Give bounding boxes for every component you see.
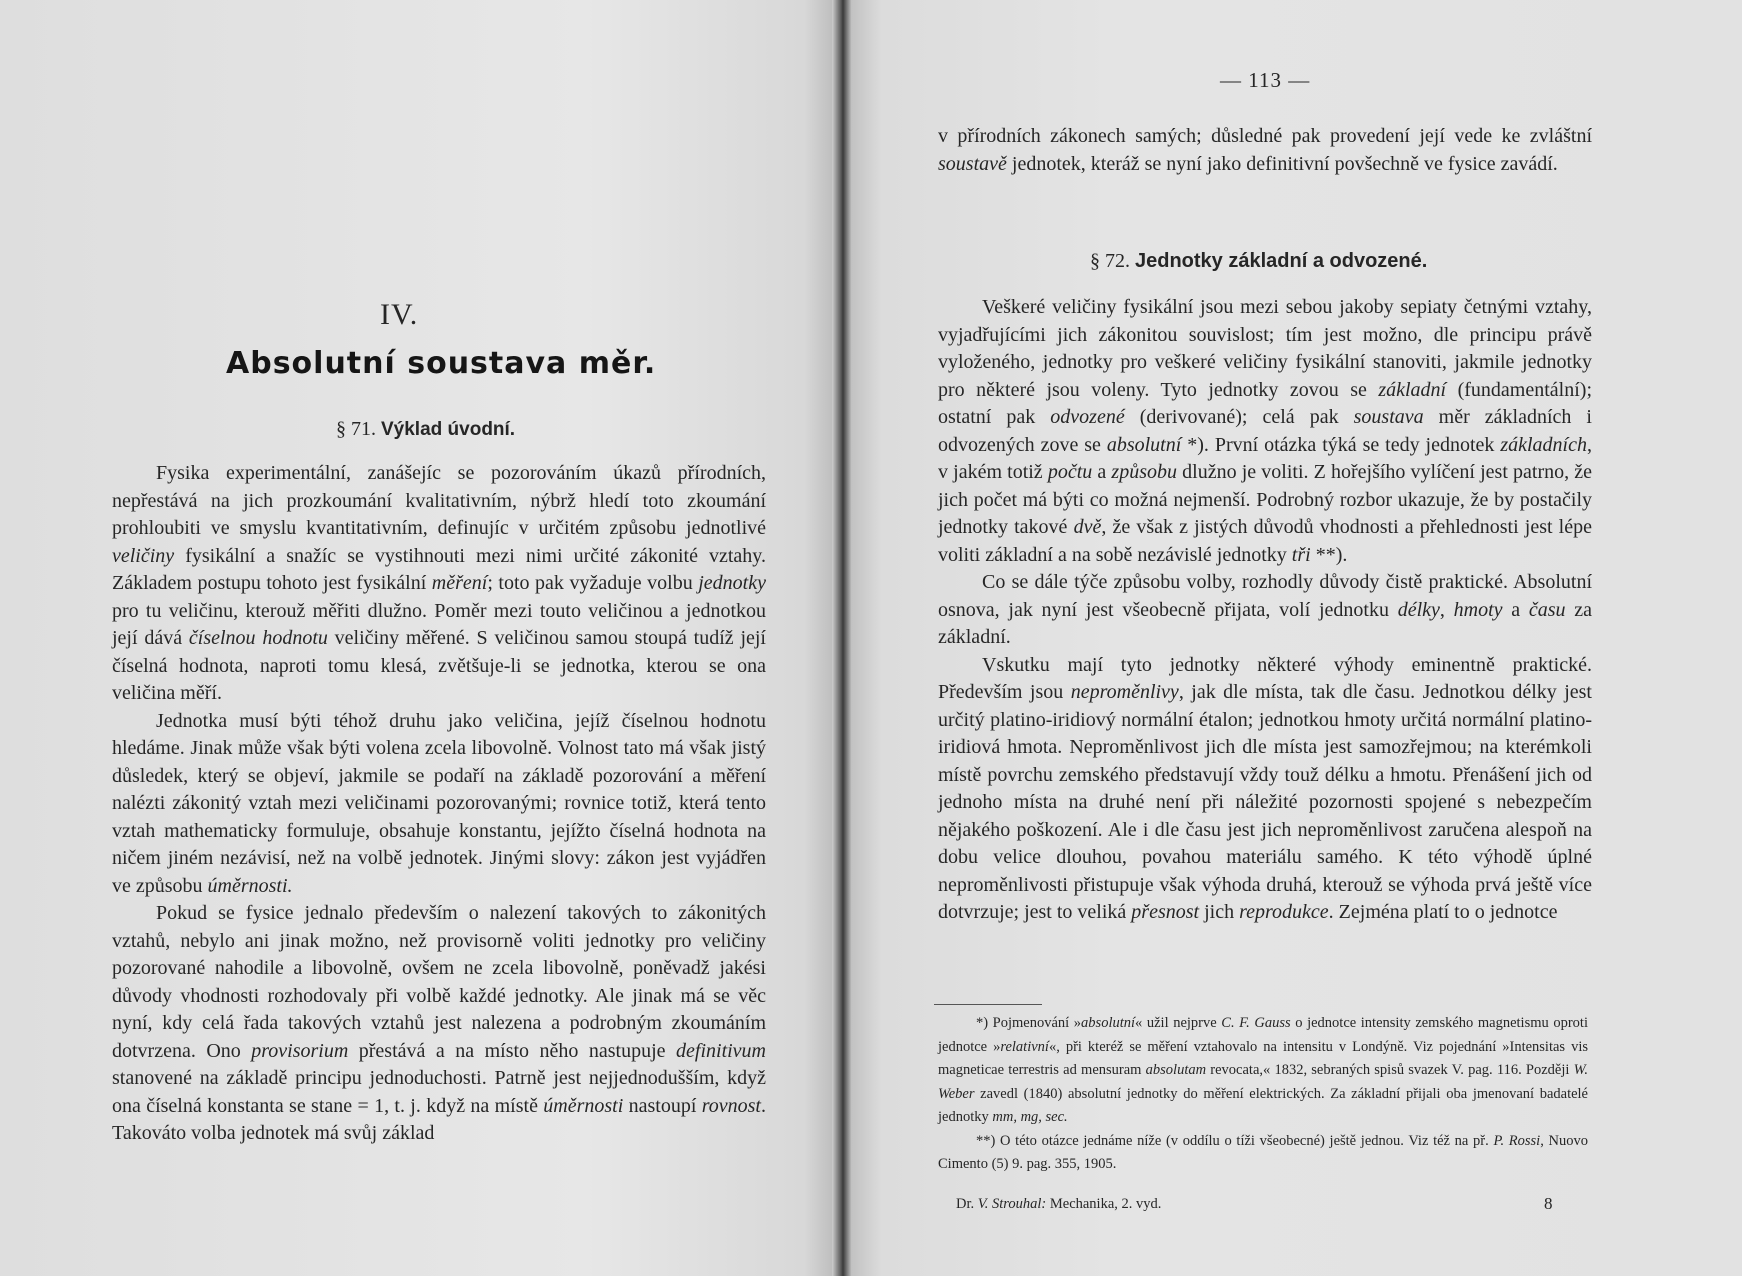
section-mark: § 71. [336,418,376,440]
emphasis-text: V. Strouhal: [977,1196,1047,1212]
emphasis-text: neproměnlivy [1070,681,1179,703]
paragraph: Co se dále týče způsobu volby, rozhodly důvody čistě praktické. Absolutní osnova, jak nyní jest všeobecně přijata, volí jednotku délky, hmoty a času za základní. [938,571,1592,648]
emphasis-text: způsobu [1111,461,1177,483]
imprint-line: Dr. V. Strouhal: Mechanika, 2. vyd. [956,1196,1162,1212]
chapter-number: IV. [380,298,419,331]
emphasis-text: soustava [1353,406,1424,428]
emphasis-text: reprodukce [1239,901,1329,923]
book-gutter [832,0,852,1276]
paragraph: Jednotka musí býti téhož druhu jako veličina, jejíž číselnou hodnotu hledáme. Jinak může však býti volena zcela libovolně. Volnost tato má však jistý důsledek, který se objeví, jakmile se podaří na základě pozorování a měření nalézti zákonitý vztah mezi veličinami pozorovanými; rovnice totiž, která tento vztah mathematicky formuluje, obsahuje konstantu, jejížto číselná hodnota na ničem jiném nezávisí, než na volbě jednotek. Jinými slovy: zákon jest vyjádřen ve způsobu úměrnosti. [112,709,766,897]
emphasis-text: přesnost [1131,901,1200,923]
paragraph: Pokud se fysice jednalo především o nalezení takových to zákonitých vztahů, nebylo ani jinak možno, než provisorně voliti jednotky pro veličiny pozorované nahodile a libovolně, ovšem ne zcela libovolně, poněvadž jakési důvody vhodnosti rozhodovaly při volbě každé jednotky. Ale jinak má se věc nyní, kdy celá řada takových vztahů jest nalezena a podrobným zkoumáním dotvrzena. Ono provisorium přestává a na místo něho nastupuje definitivum stanovené na základě principu jednoduchosti. Patrně jest nejjednodušším, když ona číselná konstanta se stane = 1, t. j. když na místě úměrnosti nastoupí rovnost. Takováto volba jednotek má svůj základ [112,902,766,1144]
emphasis-text: definitivum [676,1039,766,1062]
section-heading-71 [336,418,515,441]
footnote-rule [934,1004,1042,1005]
paragraph: Vskutku mají tyto jednotky některé výhody eminentně praktické. Především jsou neproměnlivy, jak dle místa, tak dle času. Jednotkou délky jest určitý platino-iridiový normální étalon; jednotkou hmoty určitá normální platino-iridiová hmota. Neproměnlivost jich dle místa jest samozřejmou; na kterémkoli místě povrchu zemského představují vždy touž délku a hmotu. Přenášení jich od jednoho místa na druhé není při náležité pozornosti spojené s nebezpečím nějakého poškození. Ale i dle času jest jich neproměnlivost zaručena alespoň na dobu velice dlouhou, povahou materiálu samého. K této výhodě úplné neproměnlivosti přistupuje však výhoda druhá, kterouž se výhoda prvá ještě více dotvrzuje; jest to veliká přesnost jich reprodukce. Zejména platí to o jednotce [938,653,1592,923]
section-mark: § 72. [1090,250,1130,272]
emphasis-text: měření [431,572,488,594]
paragraph: Fysika experimentální, zanášejíc se pozorováním úkazů přírodních, nepřestává na jich prozkoumání kvalitativním, nýbrž hledí toto zkoumání prohloubiti ve smyslu kvantitativním, definujíc v určitém způsobu jednotlivé veličiny fysikální a snažíc se vystihnouti mezi nimi určité zákonité vztahy. Základem postupu tohoto jest fysikální měření; toto pak vyžaduje volbu jednotky pro tu veličinu, kterouž měřiti dlužno. Poměr mezi touto veličinou a jednotkou její dává číselnou hodnotu veličiny měřené. S veličinou samou stoupá tudíž její číselná hodnota, naproti tomu klesá, zvětšuje-li se jednotka, kterou se ona veličina měří. [112,462,766,704]
signature-mark: 8 [1544,1194,1553,1213]
section-title: Výklad úvodní. [381,419,516,440]
left-body-text [112,460,766,1148]
emphasis-text: rovnost [701,1094,761,1117]
section-title: Jednotky základní a odvozené. [1135,250,1428,272]
paragraph: **) O této otázce jednáme níže (v oddílu o tíži všeobecné) ještě jednou. Viz též na př. P. Rossi, Nuovo Cimento (5) 9. pag. 355, 1905. [938,1132,1588,1172]
emphasis-text: absolutní [1106,433,1182,456]
continuation-paragraph: v přírodních zákonech samých; důsledné pak provedení její vede ke zvláštní soustavě jednotek, kteráž se nyní jako definitivní povšechně ve fysice zavádí. [938,125,1592,175]
emphasis-text: veličiny [112,544,175,567]
emphasis-text: odvozené [1050,406,1125,428]
emphasis-text: času [1528,598,1566,621]
chapter-title: Absolutní soustava měr. [226,346,657,381]
emphasis-text: jednotky [698,572,766,594]
emphasis-text: absolutní [1081,1015,1136,1031]
emphasis-text: délky [1397,598,1440,621]
emphasis-text: mm, mg, sec. [992,1109,1068,1125]
emphasis-text: základních [1500,433,1587,456]
emphasis-text: soustavě [938,152,1007,175]
emphasis-text: tři [1291,543,1311,566]
emphasis-text: dvě [1073,516,1102,538]
emphasis-text: číselnou hodnotu [188,627,328,649]
emphasis-text: úměrnosti. [207,874,293,897]
emphasis-text: P. Rossi [1493,1132,1541,1149]
right-body-text [938,294,1592,927]
emphasis-text: C. F. Gauss [1221,1015,1291,1031]
emphasis-text: provisorium [251,1039,349,1062]
emphasis-text: počtu [1047,461,1093,483]
emphasis-text: W. Weber [938,1062,1588,1102]
footnotes [938,1012,1588,1177]
paragraph: *) Pojmenování »absolutní« užil nejprve C. F. Gauss o jednotce intensity zemského magnetismu oproti jednotce »relativní«, při kteréž se měření vztahovalo na intensitu v Londýně. Viz pojednání »Intensitas vis magneticae terrestris ad mensuram absolutam revocata,« 1832, sebraných spisů svazek V. pag. 116. Později W. Weber zavedl (1840) absolutní jednotky do měření elektrických. Za základní přijali oba jmenovaní badatelé jednotky mm, mg, sec. [938,1015,1588,1125]
emphasis-text: absolutam [1145,1062,1207,1078]
paragraph: Veškeré veličiny fysikální jsou mezi sebou jakoby sepiaty četnými vztahy, vyjadřujícími jich zákonitou souvislost; tím jest možno, dle principu právě vyloženého, jednotky pro veškeré veličiny fysikální stanoviti, jakmile jednotky pro některé jsou voleny. Tyto jednotky zovou se základní (fundamentální); ostatní pak odvozené (derivované); celá pak soustava měr základních i odvozených zove se absolutní *). První otázka týká se tedy jednotek základních, v jakém totiž počtu a způsobu dlužno je voliti. Z hořejšího vylíčení jest patrno, že jich počet má býti co možná nejmenší. Podrobný rozbor ukazuje, že by postačily jednotky takové dvě, že však z jistých důvodů vhodnosti a přehlednosti jest lépe voliti základní a na sobě nezávislé jednotky tři **). [938,296,1592,566]
section-heading-72 [1090,250,1427,273]
emphasis-text: hmoty [1453,598,1503,621]
emphasis-text: úměrnosti [543,1094,624,1117]
page-number: — 113 — [1220,68,1311,92]
emphasis-text: základní [1378,378,1447,401]
emphasis-text: relativní [1000,1038,1049,1055]
